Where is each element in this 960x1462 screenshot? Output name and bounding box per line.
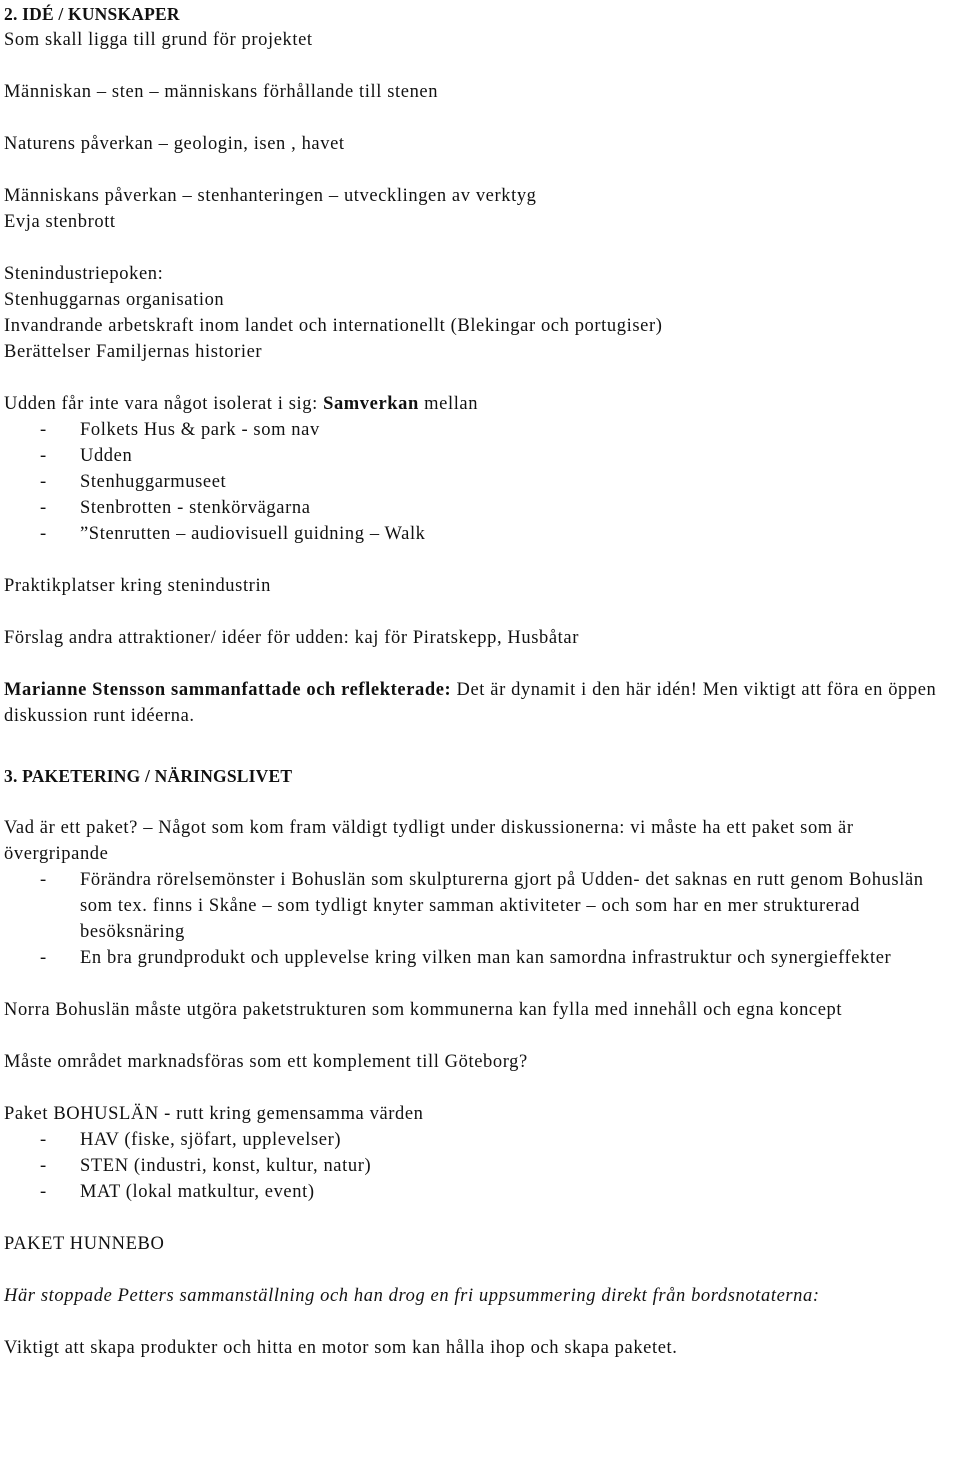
viktigt-line: Viktigt att skapa produkter och hitta en motor som kan hålla ihop och skapa paketet. [4, 1338, 678, 1358]
list-item [4, 521, 956, 547]
list-dash: - [40, 420, 47, 440]
list-dash: - [40, 870, 47, 890]
udden-intro-bold: Samverkan [323, 394, 419, 414]
list-item [4, 1127, 956, 1153]
stenindustri-title: Stenindustriepoken: [4, 264, 164, 284]
praktik-line: Praktikplatser kring stenindustrin [4, 576, 272, 596]
list-item-text: ”Stenrutten – audiovisuell guidning – Walk [80, 524, 426, 544]
udden-intro-tail: mellan [418, 394, 479, 414]
list-item [4, 867, 956, 945]
list-dash: - [40, 948, 47, 968]
list-dash: - [40, 498, 47, 518]
udden-list [4, 417, 956, 547]
stenindustri-line: Berättelser Familjernas historier [4, 342, 263, 362]
list-item [4, 469, 956, 495]
list-item-text: Förändra rörelsemönster i Bohuslän som skulpturerna gjort på Udden- det saknas en rutt genom Bohuslän som tex. finns i Skåne – som tydligt knyter samman aktiviteter – och som har en mer strukturerad besöksnäring [80, 870, 924, 942]
list-dash: - [40, 1130, 47, 1150]
paket-list [4, 867, 956, 971]
list-dash: - [40, 1156, 47, 1176]
udden-intro-text: Udden får inte vara något isolerat i sig: [4, 394, 324, 414]
list-item-text: Folkets Hus & park - som nav [80, 420, 320, 440]
marianne-text: Det är dynamit i den här idén! Men viktigt att föra en öppen diskussion runt idéerna. [4, 680, 937, 726]
list-item [4, 495, 956, 521]
section-2-heading: 2. IDÉ / KUNSKAPER [4, 4, 180, 24]
bohuslan-title: Paket BOHUSLÄN - rutt kring gemensamma värden [4, 1104, 424, 1124]
line-naturens: Naturens påverkan – geologin, isen , havet [4, 134, 345, 154]
stenindustri-line: Invandrande arbetskraft inom landet och internationellt (Blekingar och portugiser) [4, 316, 663, 336]
paket-intro: Vad är ett paket? – Något som kom fram väldigt tydligt under diskussionerna: vi måste ha ett paket som är övergripande [4, 818, 854, 864]
list-dash: - [40, 446, 47, 466]
list-item [4, 443, 956, 469]
list-dash: - [40, 1182, 47, 1202]
line-manniskans: Människans påverkan – stenhanteringen – utvecklingen av verktyg [4, 186, 537, 206]
list-item-text: HAV (fiske, sjöfart, upplevelser) [80, 1130, 342, 1150]
list-item [4, 1153, 956, 1179]
list-item-text: STEN (industri, konst, kultur, natur) [80, 1156, 372, 1176]
list-item [4, 1179, 956, 1205]
list-item-text: MAT (lokal matkultur, event) [80, 1182, 315, 1202]
list-dash: - [40, 524, 47, 544]
udden-intro [4, 391, 956, 417]
list-dash: - [40, 472, 47, 492]
section-2-subtitle: Som skall ligga till grund för projektet [4, 30, 313, 50]
norra-paragraph: Norra Bohuslän måste utgöra paketstrukturen som kommunerna kan fylla med innehåll och egna koncept [4, 1000, 843, 1020]
bohuslan-list [4, 1127, 956, 1205]
stenindustri-line: Stenhuggarnas organisation [4, 290, 225, 310]
document-page [4, 0, 956, 1361]
section-3-heading: 3. PAKETERING / NÄRINGSLIVET [4, 766, 293, 786]
list-item-text: En bra grundprodukt och upplevelse kring vilken man kan samordna infrastruktur och synergieffekter [80, 948, 892, 968]
list-item-text: Udden [80, 446, 133, 466]
stoppade-paragraph: Här stoppade Petters sammanställning och han drog en fri uppsummering direkt från bordsnotaterna: [4, 1286, 820, 1306]
marianne-bold: Marianne Stensson sammanfattade och reflekterade: [4, 680, 452, 700]
forslag-line: Förslag andra attraktioner/ idéer för udden: kaj för Piratskepp, Husbåtar [4, 628, 579, 648]
list-item-text: Stenbrotten - stenkörvägarna [80, 498, 311, 518]
hunnebo-line: PAKET HUNNEBO [4, 1234, 165, 1254]
list-item-text: Stenhuggarmuseet [80, 472, 227, 492]
list-item [4, 945, 956, 971]
line-manniskan: Människan – sten – människans förhållande till stenen [4, 82, 439, 102]
list-item [4, 417, 956, 443]
maste-line: Måste området marknadsföras som ett komplement till Göteborg? [4, 1052, 528, 1072]
marianne-paragraph [4, 677, 956, 729]
line-evja: Evja stenbrott [4, 212, 116, 232]
